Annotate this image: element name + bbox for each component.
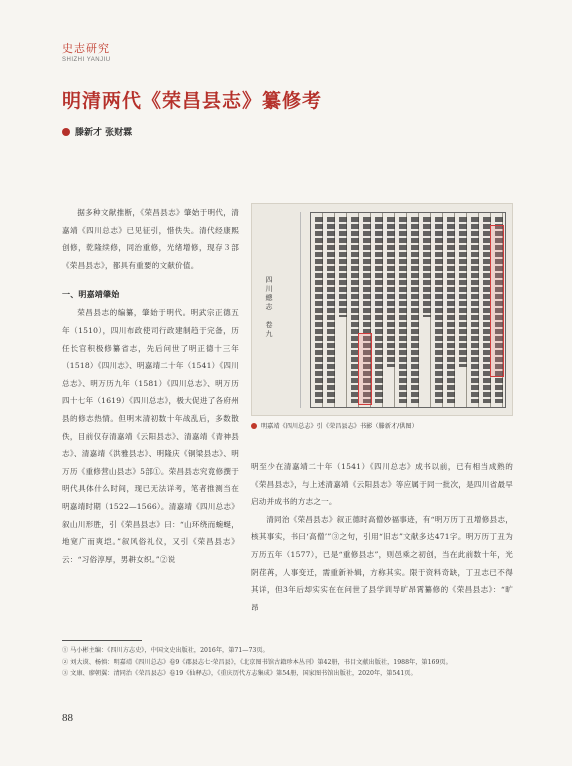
woodblock-text-grid <box>310 212 506 408</box>
text-column <box>397 213 409 407</box>
text-column <box>469 213 481 407</box>
right-column <box>251 458 513 616</box>
footnotes <box>62 645 513 680</box>
footnote-divider <box>62 640 142 641</box>
body-paragraph: 清同治《荣昌县志》叙正德时高僧妙福事迹，有“明万历丁丑增修县志，核其事实，书曰‘高僧’”③之句，引用“旧志”文献多达471字。明万历丁丑为万历五年（1577），已是“重修县志”，则邑乘之初创，当在此前数十年，光阴荏苒，人事变迁，需重新补辑，方称其实。限于资料奇缺，丁丑志已不得其详，但3年后却实实在在问世了县学训导旷昂霄纂修的《荣昌县志》：“旷昂 <box>251 514 513 612</box>
page-fold-line <box>300 212 301 408</box>
page-number: 88 <box>62 712 73 724</box>
section-paragraph: 荣昌县志的编纂，肇始于明代。明武宗正德五年（1510），四川布政使司行政建制趋于完备，历任长官积极修纂省志，先后问世了明正德十三年（1518）《四川志》、明嘉靖二十年（1541）《四川总志》、明万历九年（1581）《四川总志》、明万历四十七年（1619）《四川总志》，极大促进了各府州县的修志热情。但明末清初数十年战乱后，多数散佚，目前仅存清嘉靖《云阳县志》、清嘉靖《青神县志》、清嘉靖《洪雅县志》、明隆庆《铜梁县志》、明万历《重修营山县志》5部①。荣昌县志究竟修撰于明代具体什么时间，现已无法详考，笔者推测当在明嘉靖时期（1522—1566）。清嘉靖《四川总志》叙山川形胜，引《荣昌县志》曰：“山环绕而蜿蜒，地宽广而爽垲。”叙风俗礼仪，又引《荣昌县志》云：“习俗淳厚，男耕女织。”②说 <box>62 308 239 564</box>
text-columns <box>311 213 505 407</box>
article-title: 明清两代《荣昌县志》纂修考 <box>62 90 323 112</box>
text-column <box>313 213 325 407</box>
book-scan-image <box>251 203 513 416</box>
footnote: ② 刘大谟、杨慎：明嘉靖《四川总志》卷9《郡县志七·荣昌县》，《北京图书馆古籍珍本丛刊》第42册，书目文献出版社，1988年，第169页。 <box>62 658 452 666</box>
book-sidebar-text: 四川總志 卷九 <box>265 275 273 339</box>
highlight-box <box>490 225 504 377</box>
caption-text: 明嘉靖《四川总志》引《荣昌县志》书影（滕新才/供图） <box>261 423 418 430</box>
left-column <box>62 204 239 568</box>
caption-dot-icon <box>251 423 257 429</box>
text-column <box>337 213 349 407</box>
text-column <box>457 213 469 407</box>
footnote: ③ 文康、廖朝翼：清同治《荣昌县志》卷19《仙释志》，《重庆历代方志集成》第54册，国家图书馆出版社，2020年，第541页。 <box>62 670 417 677</box>
text-column <box>445 213 457 407</box>
text-column <box>325 213 337 407</box>
text-column <box>385 213 397 407</box>
column-header <box>62 40 111 63</box>
text-column <box>433 213 445 407</box>
text-column <box>421 213 433 407</box>
authors-line <box>62 125 132 138</box>
intro-paragraph: 据多种文献推断，《荣昌县志》肇始于明代，清嘉靖《四川总志》已见征引，惜佚失。清代经康熙创修，乾隆续修，同治重修，光绪增修，现存３部《荣昌县志》，都具有重要的文献价值。 <box>62 208 239 270</box>
figure-caption <box>251 421 513 430</box>
highlight-box <box>358 333 372 405</box>
author-names: 滕新才 张财霖 <box>75 128 133 138</box>
text-column <box>409 213 421 407</box>
column-name: 史志研究 <box>62 42 110 55</box>
bullet-dot-icon <box>62 128 70 136</box>
continued-paragraph: 明至少在清嘉靖二十年（1541）《四川总志》成书以前，已有相当成熟的《荣昌县志》，与上述清嘉靖《云阳县志》等应属于同一批次，是四川省最早启动并成书的方志之一。 <box>251 462 513 507</box>
figure <box>251 203 513 433</box>
section-heading: 一、明嘉靖肇始 <box>62 290 120 300</box>
text-column <box>373 213 385 407</box>
column-name-en: SHIZHI YANJIU <box>62 57 111 63</box>
footnote: ① 马小彬主编：《四川方志史》，中国文史出版社，2016年，第71—73页。 <box>62 647 269 654</box>
